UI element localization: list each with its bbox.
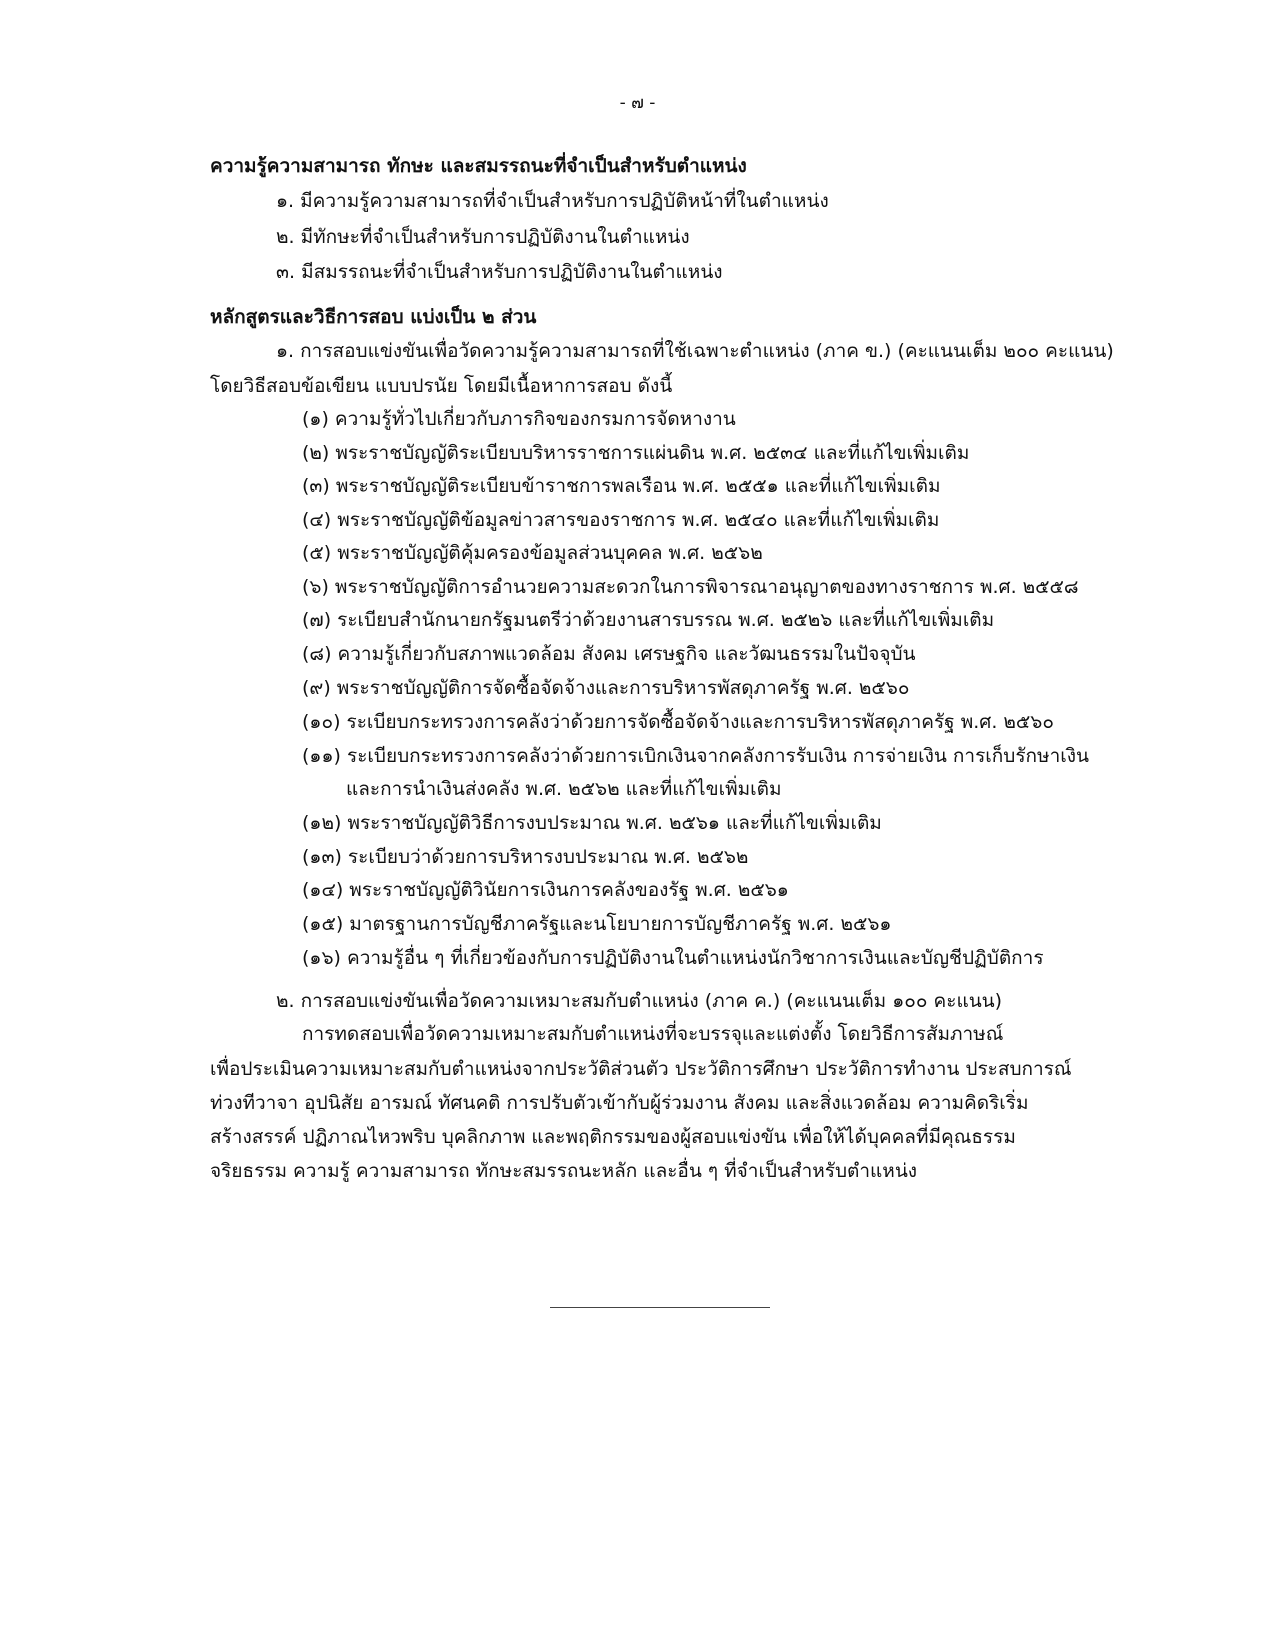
exam-part2-paragraph: การทดสอบเพื่อวัดความเหมาะสมกับตำแหน่งที่จะบรรจุและแต่งตั้ง โดยวิธีการสัมภาษณ์: [302, 1023, 1004, 1045]
exam-part2-heading: ๒. การสอบแข่งขันเพื่อวัดความเหมาะสมกับตำแหน่ง (ภาค ค.) (คะแนนเต็ม ๑๐๐ คะแนน): [276, 990, 1003, 1012]
end-divider: [550, 1307, 770, 1308]
competency-item: ๒. มีทักษะที่จำเป็นสำหรับการปฏิบัติงานในตำแหน่ง: [276, 226, 690, 248]
exam-topic: (๗) ระเบียบสำนักนายกรัฐมนตรีว่าด้วยงานสารบรรณ พ.ศ. ๒๕๒๖ และที่แก้ไขเพิ่มเติม: [302, 609, 995, 631]
exam-part1-heading: ๑. การสอบแข่งขันเพื่อวัดความรู้ความสามารถที่ใช้เฉพาะตำแหน่ง (ภาค ข.) (คะแนนเต็ม ๒๐๐ คะแนน): [276, 340, 1114, 362]
exam-topic: (๑๖) ความรู้อื่น ๆ ที่เกี่ยวข้องกับการปฏิบัติงานในตำแหน่งนักวิชาการเงินและบัญชีปฏิบัติการ: [302, 947, 1044, 969]
exam-topic: (๑๒) พระราชบัญญัติวิธีการงบประมาณ พ.ศ. ๒๕๖๑ และที่แก้ไขเพิ่มเติม: [302, 812, 882, 834]
exam-topic: (๙) พระราชบัญญัติการจัดซื้อจัดจ้างและการบริหารพัสดุภาครัฐ พ.ศ. ๒๕๖๐: [302, 677, 910, 699]
exam-part2-paragraph: จริยธรรม ความรู้ ความสามารถ ทักษะสมรรถนะหลัก และอื่น ๆ ที่จำเป็นสำหรับตำแหน่ง: [210, 1160, 918, 1182]
exam-topic: (๔) พระราชบัญญัติข้อมูลข่าวสารของราชการ พ.ศ. ๒๕๔๐ และที่แก้ไขเพิ่มเติม: [302, 509, 940, 531]
competency-item: ๑. มีความรู้ความสามารถที่จำเป็นสำหรับการปฏิบัติหน้าที่ในตำแหน่ง: [276, 190, 829, 212]
exam-topic: (๑๓) ระเบียบว่าด้วยการบริหารงบประมาณ พ.ศ. ๒๕๖๒: [302, 846, 749, 868]
page-number: - ๗ -: [619, 93, 656, 113]
exam-topic: (๑๑) ระเบียบกระทรวงการคลังว่าด้วยการเบิกเงินจากคลังการรับเงิน การจ่ายเงิน การเก็บรักษาเงิน: [302, 745, 1090, 767]
exam-topic-continuation: และการนำเงินส่งคลัง พ.ศ. ๒๕๖๒ และที่แก้ไขเพิ่มเติม: [346, 778, 782, 800]
exam-topic: (๓) พระราชบัญญัติระเบียบข้าราชการพลเรือน พ.ศ. ๒๕๕๑ และที่แก้ไขเพิ่มเติม: [302, 475, 941, 497]
exam-topic: (๘) ความรู้เกี่ยวกับสภาพแวดล้อม สังคม เศรษฐกิจ และวัฒนธรรมในปัจจุบัน: [302, 643, 916, 665]
exam-part2-paragraph: สร้างสรรค์ ปฏิภาณไหวพริบ บุคลิกภาพ และพฤติกรรมของผู้สอบแข่งขัน เพื่อให้ได้บุคคลที่มีคุณธรรม: [210, 1126, 1016, 1148]
exam-topic: (๖) พระราชบัญญัติการอำนวยความสะดวกในการพิจารณาอนุญาตของทางราชการ พ.ศ. ๒๕๕๘: [302, 576, 1079, 598]
competency-item: ๓. มีสมรรถนะที่จำเป็นสำหรับการปฏิบัติงานในตำแหน่ง: [276, 261, 723, 283]
exam-topic: (๑๔) พระราชบัญญัติวินัยการเงินการคลังของรัฐ พ.ศ. ๒๕๖๑: [302, 879, 789, 901]
exam-topic: (๒) พระราชบัญญัติระเบียบบริหารราชการแผ่นดิน พ.ศ. ๒๕๓๔ และที่แก้ไขเพิ่มเติม: [302, 442, 970, 464]
section-heading-competencies: ความรู้ความสามารถ ทักษะ และสมรรถนะที่จำเป็นสำหรับตำแหน่ง: [210, 155, 747, 177]
exam-part2-paragraph: เพื่อประเมินความเหมาะสมกับตำแหน่งจากประวัติส่วนตัว ประวัติการศึกษา ประวัติการทำงาน ประสบการณ์: [210, 1058, 1072, 1080]
exam-part2-paragraph: ท่วงทีวาจา อุปนิสัย อารมณ์ ทัศนคติ การปรับตัวเข้ากับผู้ร่วมงาน สังคม และสิ่งแวดล้อม ความคิดริเริ่ม: [210, 1092, 1029, 1114]
exam-topic: (๕) พระราชบัญญัติคุ้มครองข้อมูลส่วนบุคคล พ.ศ. ๒๕๖๒: [302, 542, 763, 564]
exam-topic: (๑๕) มาตรฐานการบัญชีภาครัฐและนโยบายการบัญชีภาครัฐ พ.ศ. ๒๕๖๑: [302, 913, 892, 935]
exam-part1-method: โดยวิธีสอบข้อเขียน แบบปรนัย โดยมีเนื้อหาการสอบ ดังนี้: [210, 375, 673, 397]
exam-topic: (๑๐) ระเบียบกระทรวงการคลังว่าด้วยการจัดซื้อจัดจ้างและการบริหารพัสดุภาครัฐ พ.ศ. ๒๕๖๐: [302, 711, 1054, 733]
section-heading-exam: หลักสูตรและวิธีการสอบ แบ่งเป็น ๒ ส่วน: [210, 306, 537, 328]
exam-topic: (๑) ความรู้ทั่วไปเกี่ยวกับภารกิจของกรมการจัดหางาน: [302, 408, 736, 430]
